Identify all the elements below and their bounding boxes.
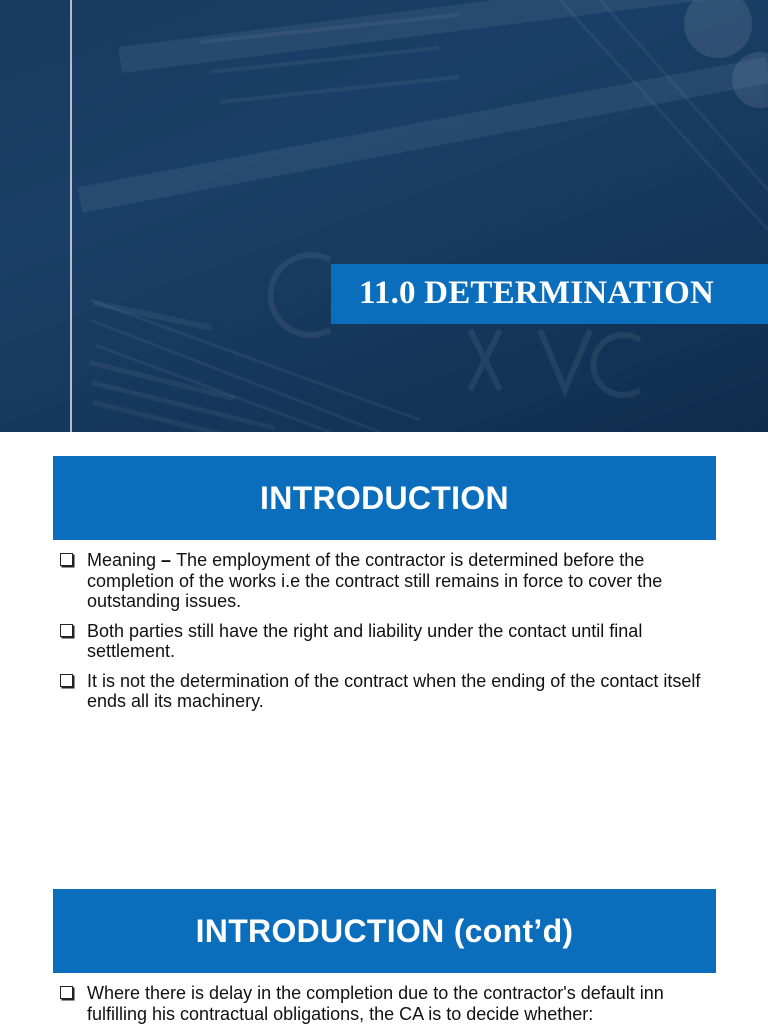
introduction-bullet-list — [60, 550, 720, 721]
section-header-text: INTRODUCTION (cont’d) — [195, 912, 574, 949]
bullet-text: Where there is delay in the completion due to the contractor's default inn fulfilling his contractual obligations, the CA is to decide whether: — [87, 983, 664, 1024]
bullet-text: Both parties still have the right and liability under the contact until final settlement. — [87, 620, 643, 661]
list-item — [60, 983, 720, 1024]
slide-title: 11.0 DETERMINATION — [359, 275, 715, 311]
checkbox-outline-icon — [60, 624, 73, 637]
section-header-text: INTRODUCTION — [260, 479, 509, 516]
contract-background-graphic — [0, 0, 768, 432]
bullet-text: It is not the determination of the contract when the ending of the contact itself ends all its machinery. — [87, 670, 701, 711]
list-item — [60, 621, 720, 662]
checkbox-outline-icon — [60, 553, 73, 566]
bullet-text: The employment of the contractor is determined before the completion of the works i.e the contract still remains in force to cover the outstanding issues. — [87, 550, 663, 611]
list-item — [60, 671, 720, 712]
checkbox-outline-icon — [60, 674, 73, 687]
title-slide-banner — [0, 0, 768, 432]
list-item — [60, 550, 720, 612]
bullet-lead: Meaning — [87, 550, 157, 570]
section-header-introduction — [53, 456, 716, 540]
checkbox-outline-icon — [60, 986, 73, 999]
section-header-introduction-contd — [53, 889, 716, 973]
introduction-contd-bullet-list — [60, 983, 720, 1033]
title-box — [331, 264, 768, 324]
vertical-accent-line — [70, 0, 72, 432]
bullet-dash: – — [156, 550, 177, 570]
